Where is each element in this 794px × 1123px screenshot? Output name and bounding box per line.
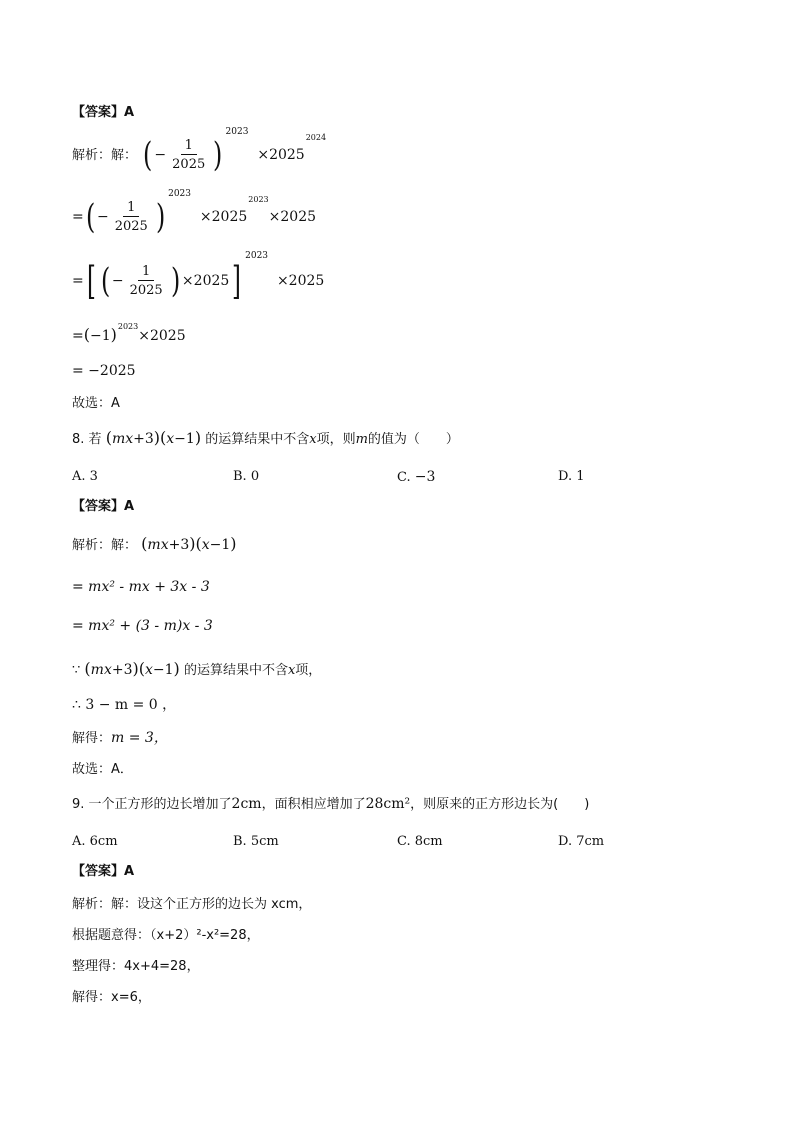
q8-option-d: D. 1 bbox=[558, 469, 585, 484]
answer-9-line-2: 根据题意得：（x+2）²-x²=28， bbox=[72, 928, 260, 943]
q9-option-a: A. 6cm bbox=[72, 834, 118, 849]
q9-option-b: B. 5cm bbox=[233, 834, 279, 849]
answer-7-line-2: =( − $\frac{1}{2025}$ )$^{2023} \times 2025^{2023}\times 2025$ bbox=[72, 189, 317, 237]
q9-option-d: D. 7cm bbox=[558, 834, 605, 849]
answer-9-analysis: 解析：解：设这个正方形的边长为 xcm， bbox=[72, 897, 312, 912]
answer-8-line-1: 解析：解： (mx+3)(x−1) bbox=[72, 534, 237, 553]
answer-8-solve: 解得：m = 3， bbox=[72, 730, 168, 746]
answer-8-choose: 故选：A． bbox=[72, 762, 133, 777]
expression: ( − $\frac{1}{2025}$ )$^{2023} \times 2025^{2024}$ bbox=[143, 127, 327, 175]
q9-option-c: C. 8cm bbox=[397, 834, 443, 849]
question-8: 8. 若 (mx+3)(x−1) 的运算结果中不含x项，则m的值为（ ） bbox=[72, 428, 459, 447]
answer-7-line-1 bbox=[72, 127, 327, 175]
q8-option-b: B. 0 bbox=[233, 469, 260, 484]
answer-7-line-3: =[ ( − $\frac{1}{2025}$ ) ×2025]$^{2023}$ ×2025 bbox=[72, 251, 325, 303]
answer-8-label: 【答案】A bbox=[72, 499, 135, 514]
analysis-prefix: 解析：解： bbox=[72, 148, 138, 163]
question-9: 9. 一个正方形的边长增加了2cm，面积相应增加了28cm²，则原来的正方形边长为( ) bbox=[72, 796, 590, 812]
q8-option-a: A. 3 bbox=[72, 469, 98, 484]
answer-8-therefore: ∴ 3 − m = 0 ， bbox=[72, 697, 177, 713]
answer-8-because: ∵ (mx+3)(x−1) 的运算结果中不含x项， bbox=[72, 659, 322, 678]
answer-9-line-3: 整理得：4x+4=28， bbox=[72, 959, 200, 974]
answer-7-result: = −2025 bbox=[72, 363, 136, 379]
answer-8-step-2: = mx² + (3 - m)x - 3 bbox=[72, 618, 213, 634]
answer-7-choose: 故选：A bbox=[72, 396, 120, 411]
answer-7-label: 【答案】A bbox=[72, 105, 135, 120]
answer-8-step-1: = mx² - mx + 3x - 3 bbox=[72, 579, 210, 595]
answer-9-line-4: 解得：x=6， bbox=[72, 990, 151, 1005]
answer-7-line-4: $=(-1)^{2023}\times 2025$ bbox=[72, 322, 186, 344]
answer-9-label: 【答案】A bbox=[72, 864, 135, 879]
q8-option-c: C. −3 bbox=[397, 469, 436, 485]
